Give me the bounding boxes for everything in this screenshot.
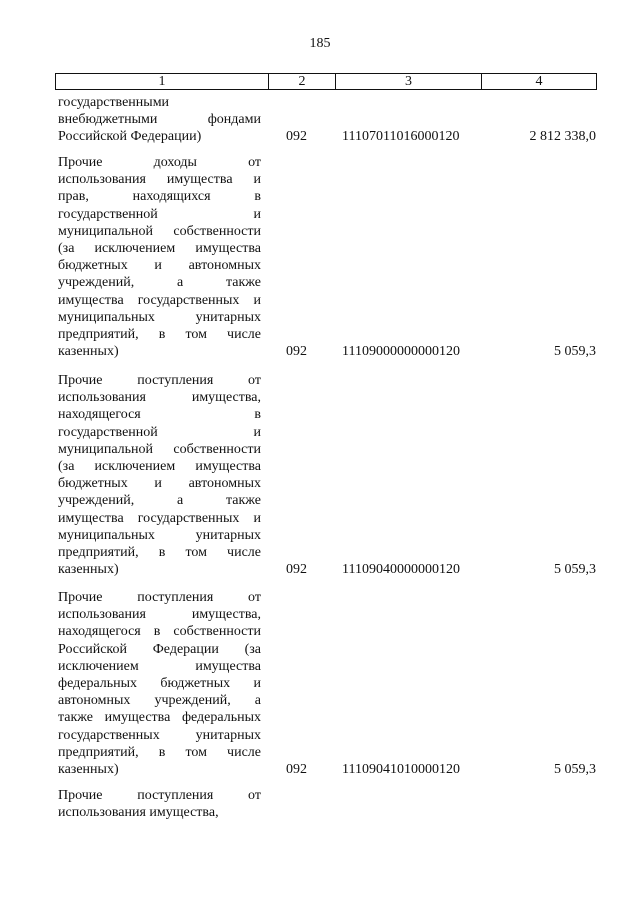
table-row bbox=[58, 154, 598, 360]
amount-value: 5 059,3 bbox=[554, 344, 596, 360]
table-row bbox=[58, 589, 598, 778]
description-line: муниципальных унитарных bbox=[58, 309, 261, 325]
description-line: бюджетных и автономных bbox=[58, 476, 261, 492]
description-line: также имущества федеральных bbox=[58, 710, 261, 726]
row-description bbox=[58, 787, 261, 821]
header-col-3: 3 bbox=[335, 74, 481, 89]
budget-code: 11109041010000120 bbox=[342, 762, 460, 777]
description-line: Прочие поступления от bbox=[58, 788, 261, 803]
description-line: казенных) bbox=[58, 562, 119, 578]
description-line: предприятий, в том числе bbox=[58, 744, 261, 760]
description-line: использования имущества, bbox=[58, 390, 261, 406]
table-row bbox=[58, 787, 598, 821]
amount-value: 2 812 338,0 bbox=[529, 129, 596, 145]
description-line: государственной и bbox=[58, 206, 261, 222]
description-line: находящегося в bbox=[58, 407, 261, 423]
row-description bbox=[58, 154, 261, 360]
description-line: казенных) bbox=[58, 344, 119, 360]
budget-code: 11109000000000120 bbox=[342, 344, 460, 360]
description-line: имущества государственных и bbox=[58, 292, 261, 308]
table-row bbox=[58, 372, 598, 578]
row-description bbox=[58, 94, 261, 146]
budget-code: 11109040000000120 bbox=[342, 562, 460, 578]
description-line: автономных учреждений, а bbox=[58, 693, 261, 709]
admin-code: 092 bbox=[286, 129, 307, 145]
description-line: прав, находящихся в bbox=[58, 189, 261, 205]
row-description bbox=[58, 372, 261, 578]
page-number: 185 bbox=[309, 36, 331, 51]
description-line: муниципальной собственности bbox=[58, 441, 261, 457]
description-line: внебюджетными фондами bbox=[58, 112, 261, 128]
description-line: государственных унитарных bbox=[58, 727, 261, 743]
header-col-1: 1 bbox=[158, 74, 166, 89]
header-col-2: 2 bbox=[268, 74, 335, 89]
table-row bbox=[58, 94, 598, 146]
budget-code: 11107011016000120 bbox=[342, 129, 460, 145]
description-line: использования имущества и bbox=[58, 172, 261, 188]
description-line: муниципальной собственности bbox=[58, 223, 261, 239]
description-line: находящегося в собственности bbox=[58, 624, 261, 640]
description-line: Прочие доходы от bbox=[58, 155, 261, 170]
table-header bbox=[55, 73, 597, 90]
description-line: предприятий, в том числе bbox=[58, 327, 261, 343]
row-description bbox=[58, 589, 261, 778]
description-line: Российской Федерации) bbox=[58, 129, 202, 145]
description-line: Российской Федерации (за bbox=[58, 641, 261, 657]
description-line: учреждений, а также bbox=[58, 275, 261, 291]
description-line: муниципальных унитарных bbox=[58, 527, 261, 543]
description-line: предприятий, в том числе bbox=[58, 545, 261, 561]
amount-value: 5 059,3 bbox=[554, 562, 596, 578]
description-line: исключением имущества bbox=[58, 658, 261, 674]
description-line: федеральных бюджетных и bbox=[58, 676, 261, 692]
description-line: казенных) bbox=[58, 762, 119, 778]
header-col-4: 4 bbox=[481, 74, 596, 89]
description-line: (за исключением имущества bbox=[58, 459, 261, 475]
description-line: Прочие поступления от bbox=[58, 590, 261, 605]
description-line: государственными bbox=[58, 95, 170, 110]
admin-code: 092 bbox=[286, 762, 307, 777]
description-line: имущества государственных и bbox=[58, 510, 261, 526]
description-line: использования имущества, bbox=[58, 805, 219, 821]
description-line: государственной и bbox=[58, 424, 261, 440]
amount-value: 5 059,3 bbox=[554, 762, 596, 777]
description-line: (за исключением имущества bbox=[58, 241, 261, 257]
description-line: бюджетных и автономных bbox=[58, 258, 261, 274]
description-line: учреждений, а также bbox=[58, 493, 261, 509]
admin-code: 092 bbox=[286, 562, 307, 578]
description-line: использования имущества, bbox=[58, 607, 261, 623]
admin-code: 092 bbox=[286, 344, 307, 360]
description-line: Прочие поступления от bbox=[58, 373, 261, 388]
